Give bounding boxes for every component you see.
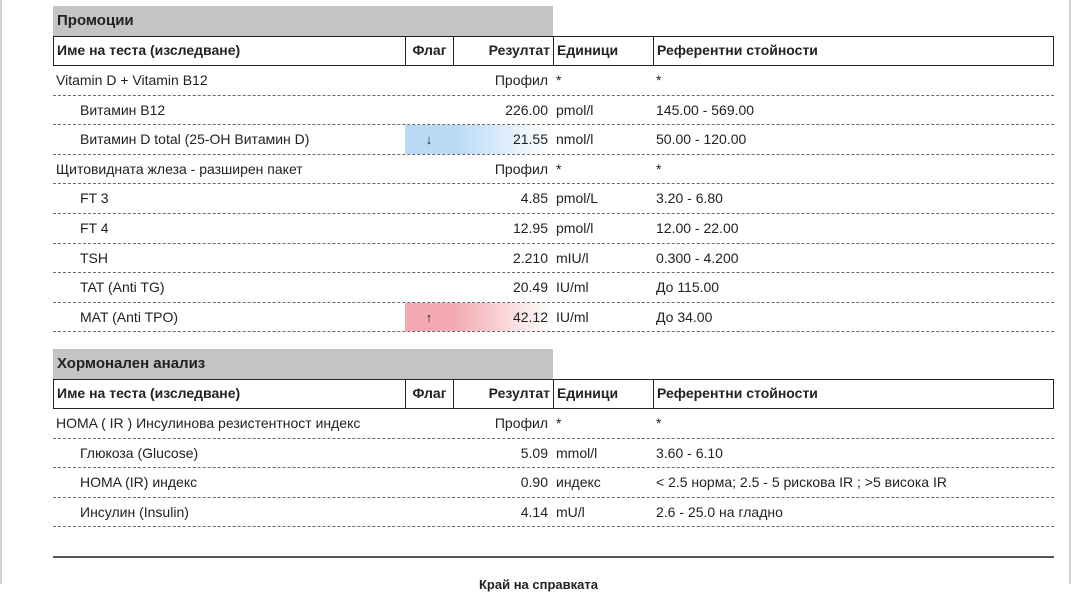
test-result: Профил <box>494 160 548 177</box>
low-flag-arrow-icon: ↓ <box>405 125 453 154</box>
table-row <box>53 155 1054 185</box>
test-unit: mIU/l <box>556 249 589 266</box>
table-row <box>53 184 1054 214</box>
test-flag <box>405 155 453 184</box>
test-reference: До 115.00 <box>656 279 720 296</box>
test-name: FT 4 <box>80 219 109 236</box>
header-unit: Единици <box>554 380 654 408</box>
test-name: TSH <box>80 249 108 266</box>
section-promotions <box>53 6 1054 332</box>
test-result: 0.90 <box>520 474 548 491</box>
test-name: Vitamin D + Vitamin B12 <box>56 72 208 88</box>
test-result: 5.09 <box>520 444 548 461</box>
table-row <box>53 409 1054 439</box>
section-hormonal-analysis <box>53 349 1054 527</box>
test-reference: До 34.00 <box>656 308 713 325</box>
table-row <box>53 96 1054 126</box>
test-flag <box>405 273 453 302</box>
test-unit: * <box>556 160 562 177</box>
test-result: 4.85 <box>520 190 548 207</box>
test-result: 42.12 <box>453 303 553 332</box>
test-unit: IU/ml <box>556 279 589 296</box>
test-unit: IU/ml <box>556 308 589 325</box>
header-flag: Флаг <box>406 380 454 408</box>
table-row <box>53 125 1054 155</box>
test-result: 20.49 <box>512 279 548 296</box>
test-unit: * <box>556 72 562 88</box>
test-reference: 3.60 - 6.10 <box>656 444 723 461</box>
header-name: Име на теста (изследване) <box>54 37 406 65</box>
high-flag-arrow-icon: ↑ <box>405 303 453 332</box>
test-result: Профил <box>494 415 548 431</box>
section-title: Хормонален анализ <box>53 349 553 379</box>
test-reference: 145.00 - 569.00 <box>656 101 755 118</box>
bottom-divider <box>53 556 1054 558</box>
section-title: Промоции <box>53 6 553 36</box>
test-name: Витамин D total (25-OH Витамин D) <box>80 131 310 148</box>
header-result: Резултат <box>454 37 554 65</box>
test-result: 4.14 <box>520 503 548 520</box>
test-result: 2.210 <box>512 249 548 266</box>
test-reference: * <box>656 415 662 431</box>
test-flag <box>405 184 453 213</box>
test-reference: 2.6 - 25.0 на гладно <box>656 503 783 520</box>
test-result: 12.95 <box>512 219 548 236</box>
test-name: FT 3 <box>80 190 109 207</box>
table-row <box>53 468 1054 498</box>
test-name: Инсулин (Insulin) <box>80 503 189 520</box>
table-row <box>53 273 1054 303</box>
test-unit: pmol/l <box>556 219 594 236</box>
table-row <box>53 303 1054 333</box>
table-row <box>53 66 1054 96</box>
table-header <box>53 379 1054 409</box>
test-unit: pmol/l <box>556 101 594 118</box>
test-unit: mmol/l <box>556 444 598 461</box>
test-reference: 0.300 - 4.200 <box>656 249 739 266</box>
test-name: HOMA ( IR ) Инсулинова резистентност индекс <box>56 415 361 431</box>
test-flag <box>405 439 453 468</box>
test-flag <box>405 409 453 438</box>
table-row <box>53 439 1054 469</box>
test-flag <box>405 66 453 95</box>
test-reference: < 2.5 норма; 2.5 - 5 рискова IR ; >5 висока IR <box>656 474 947 491</box>
test-unit: pmol/L <box>556 190 599 207</box>
test-name: Глюкоза (Glucose) <box>80 444 199 461</box>
test-name: Витамин B12 <box>80 101 166 118</box>
table-row <box>53 244 1054 274</box>
header-unit: Единици <box>554 37 654 65</box>
page-border-right <box>1069 0 1071 584</box>
test-result: Профил <box>494 72 548 88</box>
table-row <box>53 214 1054 244</box>
test-name: HOMA (IR) индекс <box>80 474 198 491</box>
test-flag <box>405 244 453 273</box>
test-reference: 50.00 - 120.00 <box>656 131 747 148</box>
test-result: 226.00 <box>505 101 548 118</box>
header-reference: Референтни стойности <box>657 42 818 58</box>
table-header <box>53 36 1054 66</box>
header-reference: Референтни стойности <box>657 385 818 401</box>
test-name: Щитовидната жлеза - разширен пакет <box>56 160 303 177</box>
header-result: Резултат <box>454 380 554 408</box>
page-border-left <box>0 0 2 584</box>
test-unit: индекс <box>556 474 601 491</box>
test-flag <box>405 96 453 125</box>
test-unit: * <box>556 415 562 431</box>
test-flag <box>405 498 453 527</box>
test-name: MAT (Anti TPO) <box>80 308 179 325</box>
test-flag <box>405 214 453 243</box>
table-row <box>53 498 1054 528</box>
header-name: Име на теста (изследване) <box>54 380 406 408</box>
test-unit: mU/l <box>556 503 585 520</box>
report-end-text: Край на справката <box>479 577 598 592</box>
test-name: TAT (Anti TG) <box>80 279 165 296</box>
test-reference: 3.20 - 6.80 <box>656 190 723 207</box>
test-flag <box>405 468 453 497</box>
test-result: 21.55 <box>453 125 553 154</box>
test-reference: 12.00 - 22.00 <box>656 219 739 236</box>
test-unit: nmol/l <box>556 131 594 148</box>
test-reference: * <box>656 72 662 88</box>
test-reference: * <box>656 160 662 177</box>
header-flag: Флаг <box>406 37 454 65</box>
